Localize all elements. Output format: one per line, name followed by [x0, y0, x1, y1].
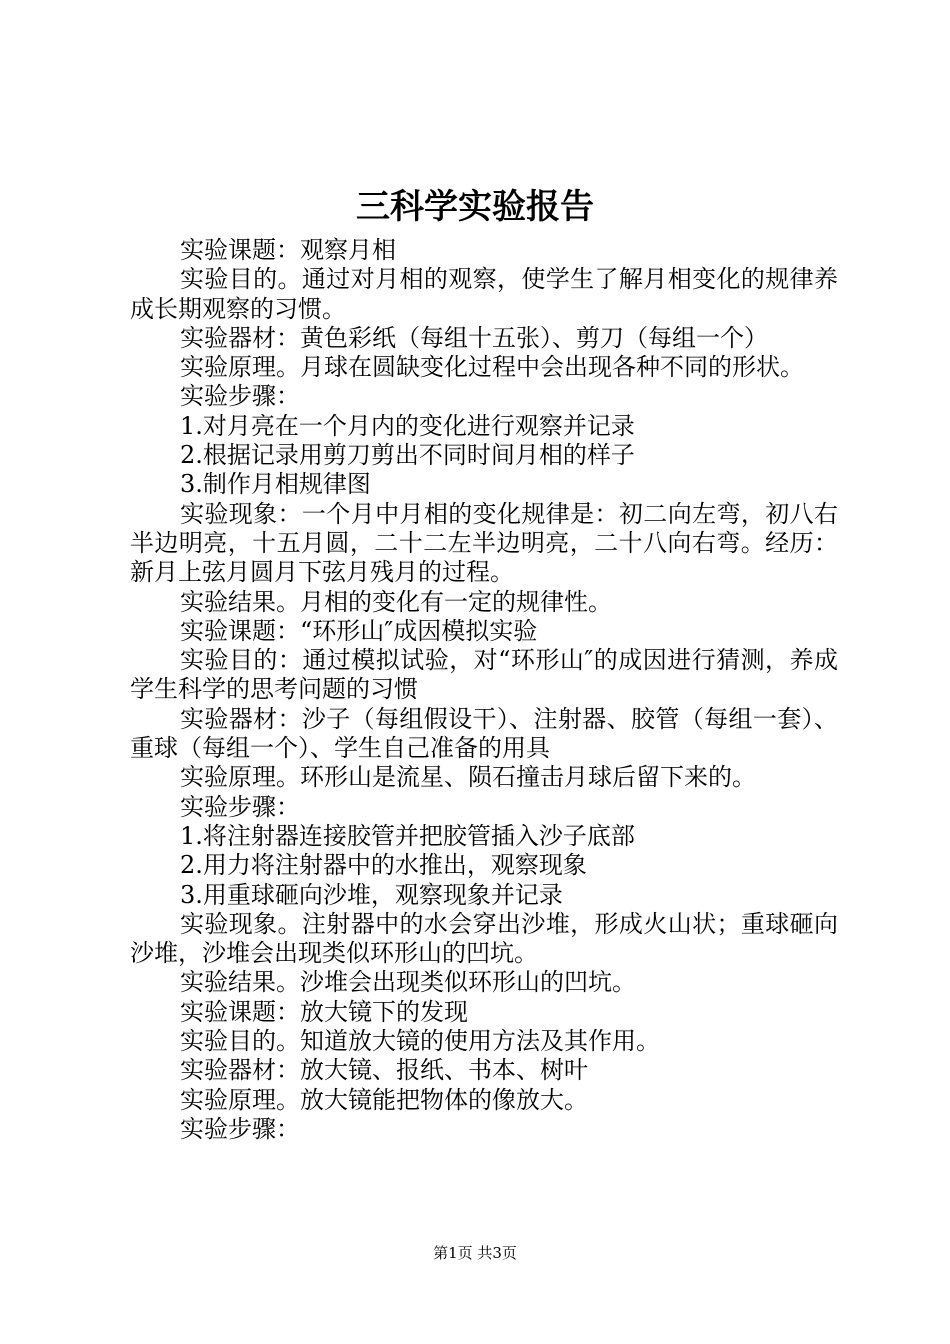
paragraph: 实验步骤： [180, 1114, 300, 1143]
paragraph: 实验步骤： [180, 792, 300, 821]
paragraph: 2.用力将注射器中的水推出，观察现象 [180, 851, 587, 880]
paragraph: 1.将注射器连接胶管并把胶管插入沙子底部 [180, 821, 635, 850]
paragraph: 实验目的。通过对月相的观察，使学生了解月相变化的规律养成长期观察的习惯。 [130, 265, 838, 323]
paragraph: 实验原理。环形山是流星、陨石撞击月球后留下来的。 [180, 763, 756, 792]
paragraph: 实验现象：一个月中月相的变化规律是：初二向左弯，初八右半边明亮，十五月圆，二十二左半边明亮，二十八向右弯。经历：新月上弦月圆月下弦月残月的过程。 [130, 499, 838, 587]
paragraph: 实验结果。月相的变化有一定的规律性。 [180, 587, 612, 616]
paragraph: 1.对月亮在一个月内的变化进行观察并记录 [180, 411, 635, 440]
page-title: 三科学实验报告 [356, 187, 594, 227]
paragraph: 实验课题：“环形山″成因模拟实验 [180, 616, 538, 645]
document-body [130, 236, 838, 1144]
paragraph: 实验器材：黄色彩纸（每组十五张）、剪刀（每组一个） [180, 323, 768, 352]
paragraph: 实验目的。知道放大镜的使用方法及其作用。 [180, 1027, 660, 1056]
paragraph: 实验原理。月球在圆缺变化过程中会出现各种不同的形状。 [180, 353, 804, 382]
paragraph: 实验器材：沙子（每组假设干）、注射器、胶管（每组一套）、重球（每组一个）、学生自己准备的用具 [130, 704, 838, 763]
page-footer: 第1页 共3页 [433, 1244, 517, 1262]
paragraph: 2.根据记录用剪刀剪出不同时间月相的样子 [180, 441, 635, 470]
paragraph: 3.制作月相规律图 [180, 470, 371, 499]
paragraph: 实验步骤： [180, 382, 300, 411]
paragraph: 实验结果。沙堆会出现类似环形山的凹坑。 [180, 968, 636, 997]
paragraph: 3.用重球砸向沙堆，观察现象并记录 [180, 880, 563, 909]
paragraph: 实验现象。注射器中的水会穿出沙堆，形成火山状；重球砸向沙堆，沙堆会出现类似环形山的凹坑。 [130, 909, 838, 968]
paragraph: 实验原理。放大镜能把物体的像放大。 [180, 1085, 588, 1114]
paragraph: 实验课题：观察月相 [180, 236, 396, 264]
paragraph: 实验课题：放大镜下的发现 [180, 997, 468, 1026]
paragraph: 实验目的：通过模拟试验，对“环形山″的成因进行猜测，养成学生科学的思考问题的习惯 [130, 646, 838, 704]
paragraph: 实验器材：放大镜、报纸、书本、树叶 [180, 1056, 588, 1085]
